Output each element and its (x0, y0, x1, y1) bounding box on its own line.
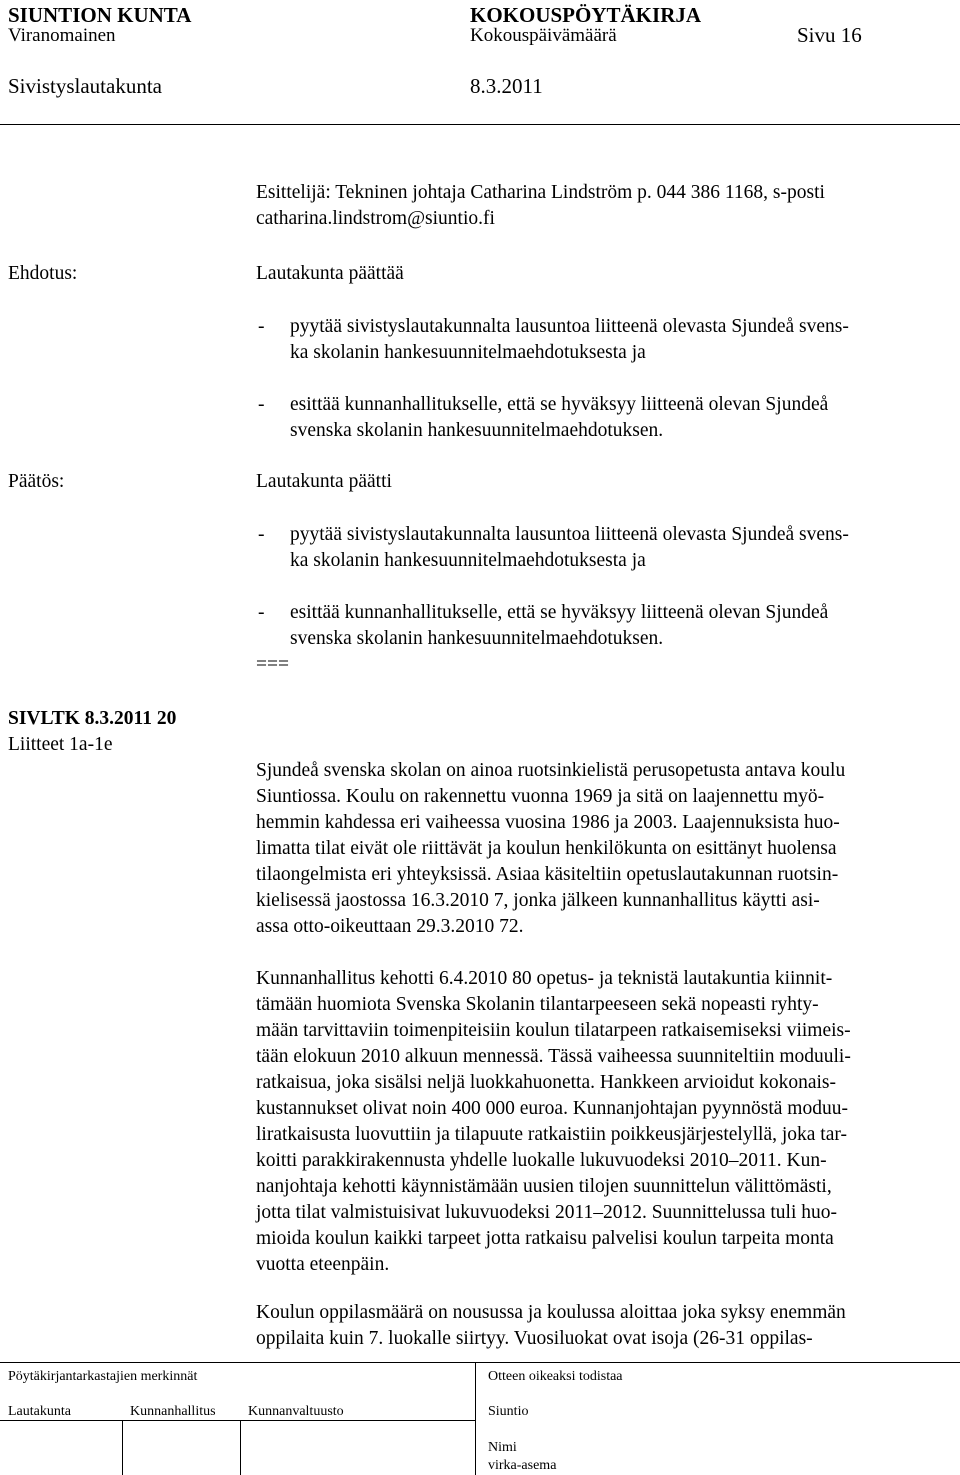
attachments-label: Liitteet 1a-1e (8, 734, 113, 755)
paragraph-line: Kunnanhallitus kehotti 6.4.2010 80 opetus- ja teknistä lautakuntia kiinnit- (256, 968, 833, 989)
paragraph-line: jotta tilat valmistuisivat lukuvuodeksi 2011–2012. Suunnittelussa tuli huo- (256, 1202, 838, 1223)
footer-col-kunnanhallitus: Kunnanhallitus (130, 1404, 216, 1419)
paragraph-line: kustannukset olivat noin 400 000 euroa. Kunnanjohtajan pyynnöstä moduu- (256, 1098, 848, 1119)
decision-item-1-line-2: ka skolanin hankesuunnitelmaehdotuksesta ja (290, 550, 646, 571)
paragraph-line: tämään huomiota Svenska Skolanin tilantarpeeseen sekä nopeasti ryhty- (256, 994, 819, 1015)
footer-cell-divider-2 (240, 1420, 241, 1475)
proposal-item-2-dash: - (258, 394, 265, 415)
paragraph-line: Koulun oppilasmäärä on nousussa ja koulussa aloittaa joka syksy enemmän (256, 1302, 846, 1323)
paragraph-line: assa otto-oikeuttaan 29.3.2010 72. (256, 916, 524, 937)
proposal-item-2-line-2: svenska skolanin hankesuunnitelmaehdotuksen. (290, 420, 664, 441)
footer-col-kunnanvaltuusto: Kunnanvaltuusto (248, 1404, 344, 1419)
footer-top-rule (0, 1362, 960, 1363)
checkers-label: Pöytäkirjantarkastajien merkinnät (8, 1369, 198, 1384)
paragraph-line: nanjohtaja kehotti käynnistämään uusien tilojen suunnittelun välittömästi, (256, 1176, 832, 1197)
footer-center-divider (475, 1362, 476, 1475)
document-type: KOKOUSPÖYTÄKIRJA (470, 3, 702, 27)
certified-label: Otteen oikeaksi todistaa (488, 1369, 623, 1384)
proposal-item-1-line-1: pyytää sivistyslautakunnalta lausuntoa liitteenä olevasta Sjundeå svens- (290, 316, 849, 337)
paragraph-line: mään tarvittaviin toimenpiteisiin koulun tilatarpeen ratkaisemiseksi viimeis- (256, 1020, 851, 1041)
decision-item-1-dash: - (258, 524, 265, 545)
proposal-item-1-dash: - (258, 316, 265, 337)
paragraph-line: ratkaisua, joka sisälsi neljä luokkahuonetta. Hankkeen arvioidut kokonais- (256, 1072, 836, 1093)
footer-col-lautakunta: Lautakunta (8, 1404, 71, 1419)
paragraph-line: mioida koulun kaikki tarpeet jotta ratkaisu palvelisi koulun tarpeita monta (256, 1228, 834, 1249)
header-divider (0, 124, 960, 125)
footer-cell-divider-1 (122, 1420, 123, 1475)
paragraph-3 (256, 1300, 846, 1352)
paragraph-line: tään elokuun 2010 alkuun mennessä. Tässä vaiheessa suunniteltiin moduuli- (256, 1046, 851, 1067)
meeting-date-label: Kokouspäivämäärä (470, 25, 617, 46)
org-name: SIUNTION KUNTA (8, 3, 192, 27)
section-reference: SIVLTK 8.3.2011 20 (8, 708, 177, 729)
paragraph-line: Siuntiossa. Koulu on rakennettu vuonna 1969 ja sitä on laajennettu myö- (256, 786, 825, 807)
proposal-item-1-line-2: ka skolanin hankesuunnitelmaehdotuksesta ja (290, 342, 646, 363)
footer-name-label: Nimi (488, 1440, 517, 1455)
paragraph-line: limatta tilat eivät ole riittävät ja koulun henkilökunta on esittänyt huolensa (256, 838, 837, 859)
footer-title-label: virka-asema (488, 1458, 557, 1473)
paragraph-line: kielisessä jaostossa 16.3.2010 7, jonka jälkeen kunnanhallitus käytti asi- (256, 890, 820, 911)
proposal-item-2-line-1: esittää kunnanhallitukselle, että se hyväksyy liitteenä olevan Sjundeå (290, 394, 829, 415)
decision-item-2-dash: - (258, 602, 265, 623)
paragraph-line: tilaongelmista eri yhteyksissä. Asiaa käsiteltiin opetuslautakunnan ruotsin- (256, 864, 839, 885)
proposal-label: Ehdotus: (8, 263, 78, 284)
presenter-line-1: Esittelijä: Tekninen johtaja Catharina Lindström p. 044 386 1168, s-posti (256, 182, 825, 203)
authority-label: Viranomainen (8, 25, 116, 46)
presenter-email: catharina.lindstrom@siuntio.fi (256, 208, 495, 229)
meeting-date: 8.3.2011 (470, 74, 543, 98)
paragraph-line: hemmin kahdessa eri vaiheessa vuosina 1986 ja 2003. Laajennuksista huo- (256, 812, 840, 833)
footer-left-rule (0, 1420, 475, 1421)
decision-item-2-line-2: svenska skolanin hankesuunnitelmaehdotuksen. (290, 628, 664, 649)
paragraph-1 (256, 758, 845, 940)
paragraph-line: Sjundeå svenska skolan on ainoa ruotsinkielistä perusopetusta antava koulu (256, 760, 846, 781)
paragraph-2 (256, 966, 851, 1278)
decision-item-1-line-1: pyytää sivistyslautakunnalta lausuntoa liitteenä olevasta Sjundeå svens- (290, 524, 849, 545)
footer-place: Siuntio (488, 1404, 529, 1419)
proposal-intro: Lautakunta päättää (256, 263, 404, 284)
page-number: Sivu 16 (797, 23, 862, 47)
paragraph-line: koitti parakkirakennusta yhdelle luokalle lukuvuodeksi 2010–2011. Kun- (256, 1150, 827, 1171)
paragraph-line: liratkaisusta luovuttiin ja tilapuute ratkaistiin poikkeusjärjestelyllä, joka tar- (256, 1124, 847, 1145)
paragraph-line: vuotta eteenpäin. (256, 1254, 390, 1275)
paragraph-line: oppilaita kuin 7. luokalle siirtyy. Vuosiluokat ovat isoja (26-31 oppilas- (256, 1328, 813, 1349)
decision-end-mark: === (256, 654, 289, 675)
decision-label: Päätös: (8, 471, 65, 492)
authority-name: Sivistyslautakunta (8, 74, 162, 98)
decision-item-2-line-1: esittää kunnanhallitukselle, että se hyväksyy liitteenä olevan Sjundeå (290, 602, 829, 623)
decision-intro: Lautakunta päätti (256, 471, 392, 492)
